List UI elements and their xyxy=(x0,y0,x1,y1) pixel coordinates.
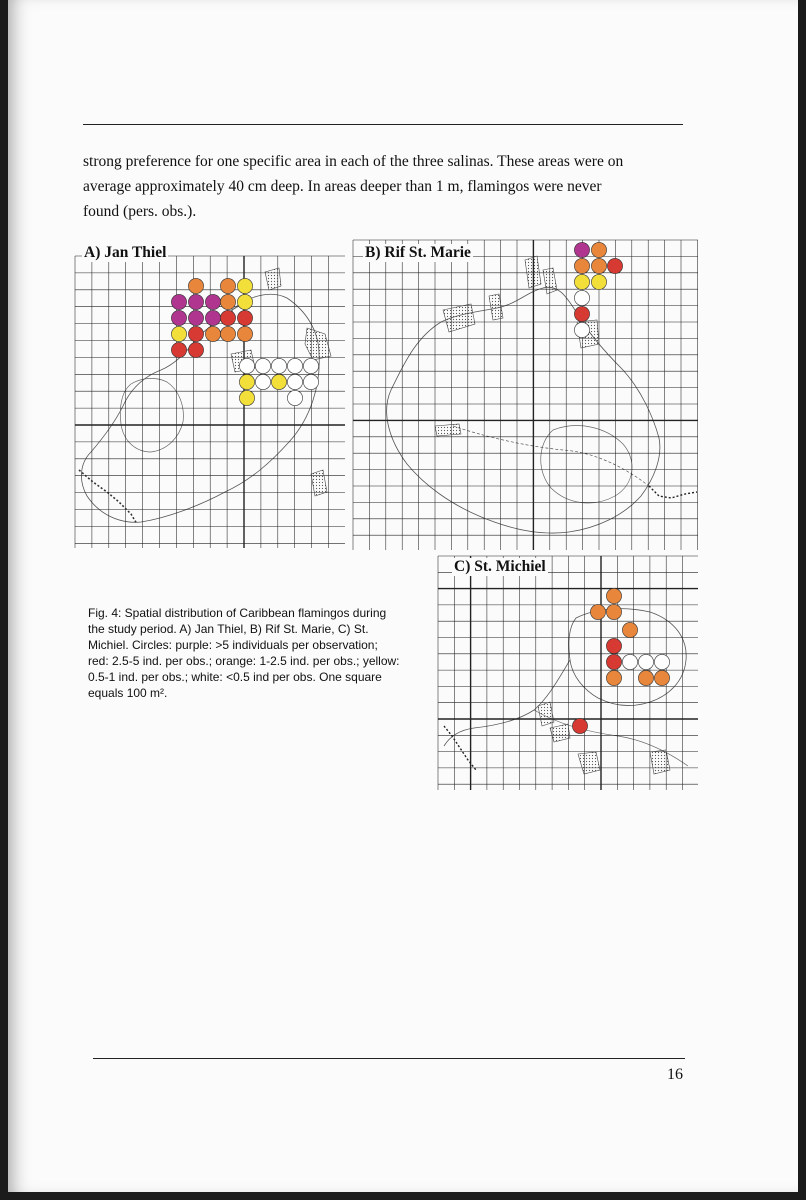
flamingo-marker-yellow xyxy=(237,278,252,293)
flamingo-marker-yellow xyxy=(591,274,606,289)
panel-a-label: A) Jan Thiel xyxy=(84,244,167,261)
flamingo-marker-white xyxy=(271,358,286,373)
flamingo-marker-orange xyxy=(220,326,235,341)
flamingo-marker-yellow xyxy=(271,374,286,389)
top-rule xyxy=(83,124,683,125)
caption-line-5: 0.5-1 ind. per obs.; white: <0.5 ind per obs. One square xyxy=(88,670,382,684)
flamingo-marker-red xyxy=(607,258,622,273)
flamingo-marker-white xyxy=(255,374,270,389)
flamingo-marker-orange xyxy=(606,588,621,603)
flamingo-marker-orange xyxy=(622,622,637,637)
flamingo-marker-white xyxy=(287,358,302,373)
flamingo-marker-orange xyxy=(590,604,605,619)
flamingo-marker-orange xyxy=(205,326,220,341)
body-paragraph xyxy=(83,149,683,224)
paper-page xyxy=(8,0,798,1192)
flamingo-marker-red xyxy=(171,342,186,357)
flamingo-marker-white xyxy=(255,358,270,373)
page-number: 16 xyxy=(667,1066,683,1083)
flamingo-marker-purple xyxy=(188,310,203,325)
flamingo-marker-orange xyxy=(220,278,235,293)
caption-line-2: the study period. A) Jan Thiel, B) Rif St. Marie, C) St. xyxy=(88,622,369,636)
map-st-michiel xyxy=(438,556,698,790)
flamingo-marker-white xyxy=(638,654,653,669)
figure-caption xyxy=(88,605,418,701)
caption-line-1: Fig. 4: Spatial distribution of Caribbean flamingos during xyxy=(88,606,387,620)
caption-line-6: equals 100 m². xyxy=(88,686,168,700)
body-line-3: found (pers. obs.). xyxy=(83,203,197,220)
flamingo-marker-orange xyxy=(606,670,621,685)
flamingo-marker-red xyxy=(606,638,621,653)
caption-line-3: Michiel. Circles: purple: >5 individuals per observation; xyxy=(88,638,378,652)
flamingo-marker-red xyxy=(572,718,587,733)
panel-b-label: B) Rif St. Marie xyxy=(365,244,471,261)
flamingo-marker-orange xyxy=(654,670,669,685)
flamingo-marker-white xyxy=(574,290,589,305)
flamingo-marker-orange xyxy=(237,326,252,341)
flamingo-marker-orange xyxy=(574,258,589,273)
bleed-through-text xyxy=(96,880,656,1030)
body-line-2: average approximately 40 cm deep. In areas deeper than 1 m, flamingos were never xyxy=(83,178,602,195)
flamingo-marker-yellow xyxy=(239,390,254,405)
flamingo-marker-red xyxy=(220,310,235,325)
flamingo-marker-yellow xyxy=(239,374,254,389)
flamingo-marker-purple xyxy=(171,294,186,309)
flamingo-marker-purple xyxy=(574,242,589,257)
flamingo-marker-red xyxy=(574,306,589,321)
flamingo-marker-orange xyxy=(188,278,203,293)
flamingo-marker-purple xyxy=(188,294,203,309)
flamingo-marker-yellow xyxy=(171,326,186,341)
flamingo-marker-white xyxy=(654,654,669,669)
flamingo-marker-orange xyxy=(591,242,606,257)
flamingo-marker-white xyxy=(574,322,589,337)
caption-line-4: red: 2.5-5 ind. per obs.; orange: 1-2.5 ind. per obs.; yellow: xyxy=(88,654,400,668)
map-rif-st-marie xyxy=(353,240,698,550)
flamingo-marker-red xyxy=(188,326,203,341)
flamingo-marker-white xyxy=(303,358,318,373)
flamingo-marker-orange xyxy=(638,670,653,685)
body-line-1: strong preference for one specific area in each of the three salinas. These areas were on xyxy=(83,153,624,170)
flamingo-marker-yellow xyxy=(237,294,252,309)
flamingo-marker-purple xyxy=(205,294,220,309)
flamingo-marker-yellow xyxy=(574,274,589,289)
flamingo-marker-red xyxy=(237,310,252,325)
flamingo-marker-white xyxy=(622,654,637,669)
map-jan-thiel xyxy=(75,256,345,548)
flamingo-marker-orange xyxy=(591,258,606,273)
panel-c-label: C) St. Michiel xyxy=(454,558,546,575)
flamingo-marker-white xyxy=(239,358,254,373)
bottom-rule xyxy=(93,1058,685,1059)
flamingo-marker-purple xyxy=(205,310,220,325)
flamingo-marker-red xyxy=(606,654,621,669)
flamingo-marker-orange xyxy=(606,604,621,619)
flamingo-marker-purple xyxy=(171,310,186,325)
flamingo-marker-orange xyxy=(220,294,235,309)
flamingo-marker-white xyxy=(303,374,318,389)
flamingo-marker-white xyxy=(287,390,302,405)
flamingo-marker-red xyxy=(188,342,203,357)
flamingo-marker-white xyxy=(287,374,302,389)
